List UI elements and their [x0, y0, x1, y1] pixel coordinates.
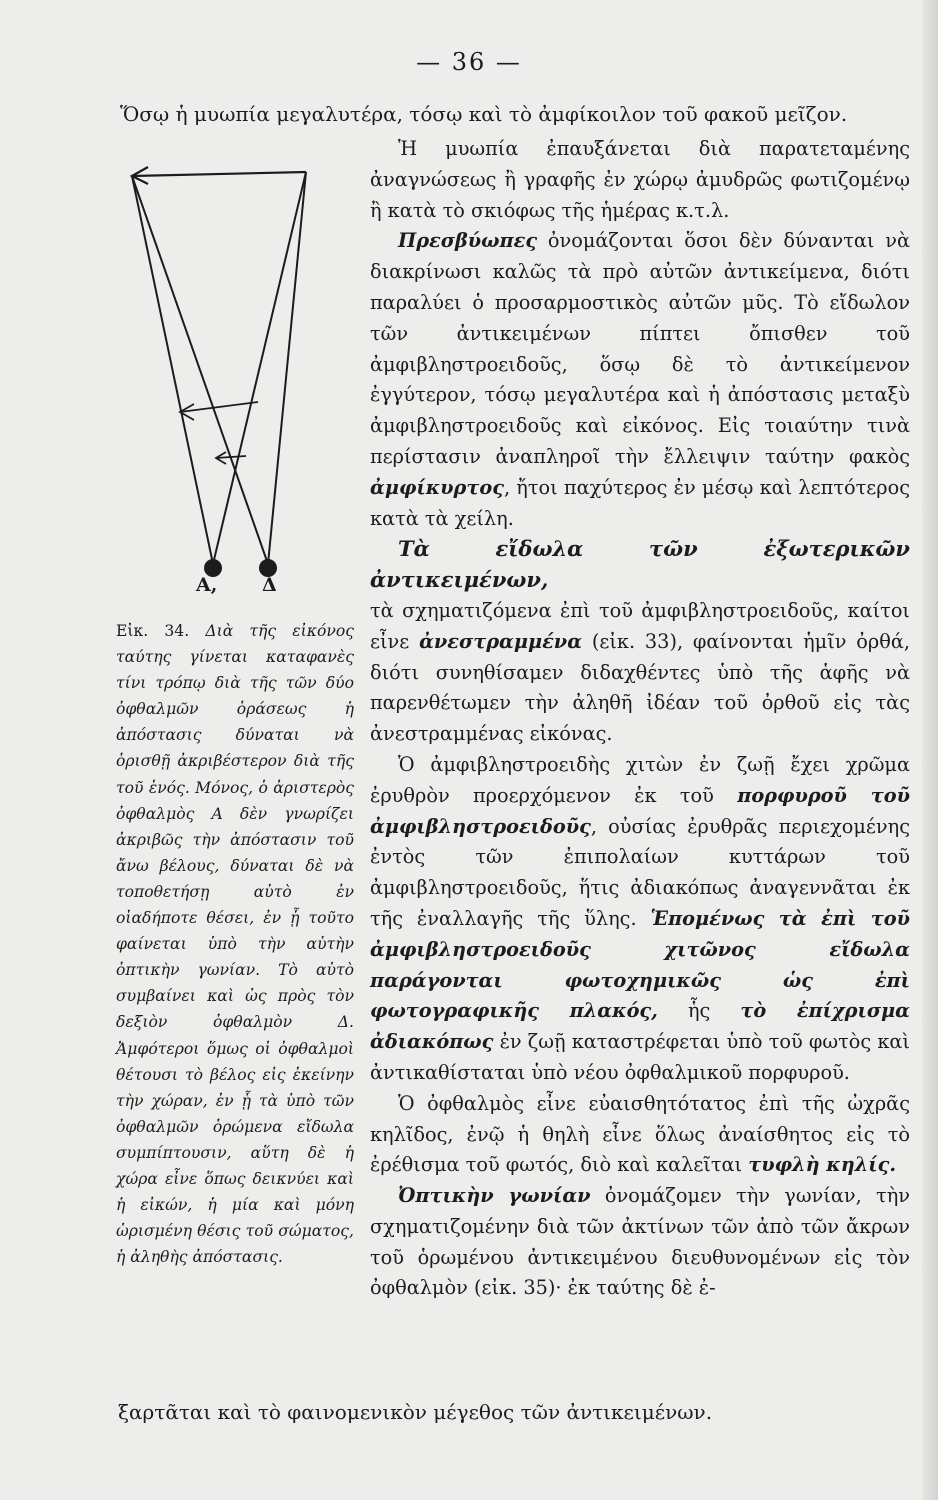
page-edge [922, 0, 938, 1500]
paragraph-presbyopia: Πρεσβύωπες ὀνομάζονται ὅσοι δὲν δύνανται νὰ διακρίνωσι καλῶς τὰ πρὸ αὐτῶν ἀντικείμενα, διότι παραλύει ὁ προσαρμοστικὸς αὐτῶν μῦς. Τὸ εἴδωλον τῶν ἀντικειμένων πίπτει ὄπισθεν τοῦ ἀμφιβληστροειδοῦς, ὅσῳ δὲ τὸ ἀντικείμενον ἐγγύτερον, τόσῳ μεγαλυτέρα καὶ ἡ ἀπόστασις μεταξὺ ἀμφιβληστροειδοῦς καὶ εἰκόνος. Εἰς τοιαύτην τινὰ περίστασιν ἀναπληροῖ τὴν ἔλλειψιν ταύτην φακὸς ἀμφίκυρτος, ἤτοι παχύτερος ἐν μέσῳ καὶ λεπτότερος κατὰ τὰ χείλη. [370, 229, 910, 530]
term-presbyopes: Πρεσβύωπες [398, 229, 538, 253]
main-text-column [370, 134, 910, 1304]
far-arrow-shaft [132, 172, 306, 176]
caption-text: Διὰ τῆς εἰκόνος ταύτης γίνεται καταφανὲς τίνι τρόπῳ διὰ τῆς τῶν δύο ὀφθαλμῶν ὁράσεως ἡ ἀπόστασις δύναται νὰ ὁρισθῇ ἀκριβέστερον διὰ τῆς τοῦ ἑνός. Μόνος, ὁ ἀριστερὸς ὀφθαλμὸς Α δὲν γνωρίζει ἀκριβῶς τὴν ἀπόστασιν τοῦ ἄνω βέλους, δύναται δὲ νὰ τοποθετήσῃ αὐτὸ ἐν οἱαδήποτε θέσει, ἐν ᾗ τοῦτο φαίνεται ὑπὸ τὴν αὐτὴν ὀπτικὴν γωνίαν. Τὸ αὐτὸ συμβαίνει καὶ ὡς πρὸς τὸν δεξιὸν ὀφθαλμὸν Δ. Ἀμφότεροι ὅμως οἱ ὀφθαλμοὶ θέτουσι τὸ βέλος εἰς ἐκείνην τὴν χώραν, ἐν ᾗ τὰ ὑπὸ τῶν ὀφθαλμῶν ὁρώμενα εἴδωλα συμπίπτουσιν, αὕτη δὲ ἡ χώρα εἶνε ὅπως δεικνύει καὶ ἡ εἰκών, ἡ μία καὶ μόνη ὡρισμένη θέσις τοῦ σώματος, ἡ ἀληθὴς ἀπόστασις. [116, 622, 354, 1267]
term-visual-purple: πορφυροῦ τοῦ ἀμφιβληστροειδοῦς [370, 783, 911, 838]
term-visual-angle: Ὀπτικὴν γωνίαν [398, 1184, 591, 1208]
term-photochemical: Ἑπομένως τὰ ἐπὶ τοῦ ἀμφιβληστροειδοῦς χιτῶνος εἴδωλα παράγονται φωτοχημικῶς ὡς ἐπὶ φωτογραφικῆς πλακός, [370, 906, 910, 1023]
top-line: Ὅσῳ ἡ μυωπία μεγαλυτέρα, τόσῳ καὶ τὸ ἀμφίκοιλον τοῦ φακοῦ μεῖζον. [120, 102, 848, 126]
near-arrow-shaft-1 [180, 402, 258, 412]
figure-caption [116, 618, 354, 1270]
term-blind-spot: τυφλὴ κηλίς. [748, 1153, 897, 1177]
paragraph-myopia: Ἡ μυωπία ἐπαυξάνεται διὰ παρατεταμένης ἀναγνώσεως ἢ γραφῆς ἐν χώρῳ ἀμυδρῶς φωτιζομένῳ ἢ κατὰ τὸ σκιόφως τῆς ἡμέρας κ.τ.λ. [370, 137, 910, 222]
paragraph-retina: Ὁ ἀμφιβληστροειδὴς χιτὼν ἐν ζωῇ ἔχει χρῶμα ἐρυθρὸν προερχόμενον ἐκ τοῦ πορφυροῦ τοῦ ἀμφιβληστροειδοῦς, οὐσίας ἐρυθρᾶς περιεχομένης ἐντὸς τῶν ἐπιπολαίων κυττάρων τοῦ ἀμφιβληστροειδοῦς, ἥτις ἀδιακόπως ἀναγεννᾶται ἐκ τῆς ἐναλλαγῆς τῆς ὕλης. Ἑπομένως τὰ ἐπὶ τοῦ ἀμφιβληστροειδοῦς χιτῶνος εἴδωλα παράγονται φωτοχημικῶς ὡς ἐπὶ φωτογραφικῆς πλακός, ἧς τὸ ἐπίχρισμα ἀδιακόπως ἐν ζωῇ καταστρέφεται ὑπὸ τοῦ φωτὸς καὶ ἀντικαθίσταται ὑπὸ νέου ὀφθαλμικοῦ πορφυροῦ. [370, 752, 911, 1084]
paragraph-inverted-images: τὰ σχηματιζόμενα ἐπὶ τοῦ ἀμφιβληστροειδοῦς, καίτοι εἶνε ἀνεστραμμένα (εἰκ. 33), φαίνονται ἡμῖν ὀρθά, διότι συνηθίσαμεν διδαχθέντες ὑπὸ τῆς ἁφῆς νὰ παρενθέτωμεν τὴν ἀληθῆ ἰδέαν τοῦ ὀρθοῦ εἰς τὰς ἀνεστραμμένας εἰκόνας. [370, 598, 910, 746]
paragraph-visual-angle: Ὀπτικὴν γωνίαν ὀνομάζομεν τὴν γωνίαν, τὴν σχηματιζομένην διὰ τῶν ἀκτίνων τῶν ἀπὸ τῶν ἄκρων τοῦ ὁρωμένου ἀντικειμένου διευθυνομένων εἰς τὸν ὀφθαλμὸν (εἰκ. 35)· ἐκ ταύτης δὲ ἐ- [370, 1184, 910, 1300]
label-right-eye: Δ [262, 574, 277, 596]
term-biconvex: ἀμφίκυρτος [370, 475, 504, 499]
figure-34-diagram [118, 166, 344, 606]
bottom-line: ξαρτᾶται καὶ τὸ φαινομενικὸν μέγεθος τῶν ἀντικειμένων. [118, 1400, 713, 1424]
term-coating: τὸ ἐπίχρισμα ἀδιακόπως [370, 999, 910, 1054]
caption-number: Εἰκ. 34. [116, 622, 190, 640]
paragraph-blind-spot: Ὁ ὀφθαλμὸς εἶνε εὐαισθητότατος ἐπὶ τῆς ὠχρᾶς κηλῖδος, ἐνῷ ἡ θηλὴ εἶνε ὅλως ἀναίσθητος εἰς τὸ ἐρέθισμα τοῦ φωτός, διὸ καὶ καλεῖται τυφλὴ κηλίς. [370, 1091, 910, 1177]
ray-right-eye-inner [268, 172, 306, 564]
page-number: — 36 — [416, 48, 522, 76]
label-left-eye: Α, [196, 574, 218, 596]
section-heading: Τὰ εἴδωλα τῶν ἐξωτερικῶν ἀντικειμένων, [370, 536, 910, 593]
term-inverted: ἀνεστραμμένα [419, 629, 583, 653]
ray-left-eye-inner [213, 172, 306, 564]
